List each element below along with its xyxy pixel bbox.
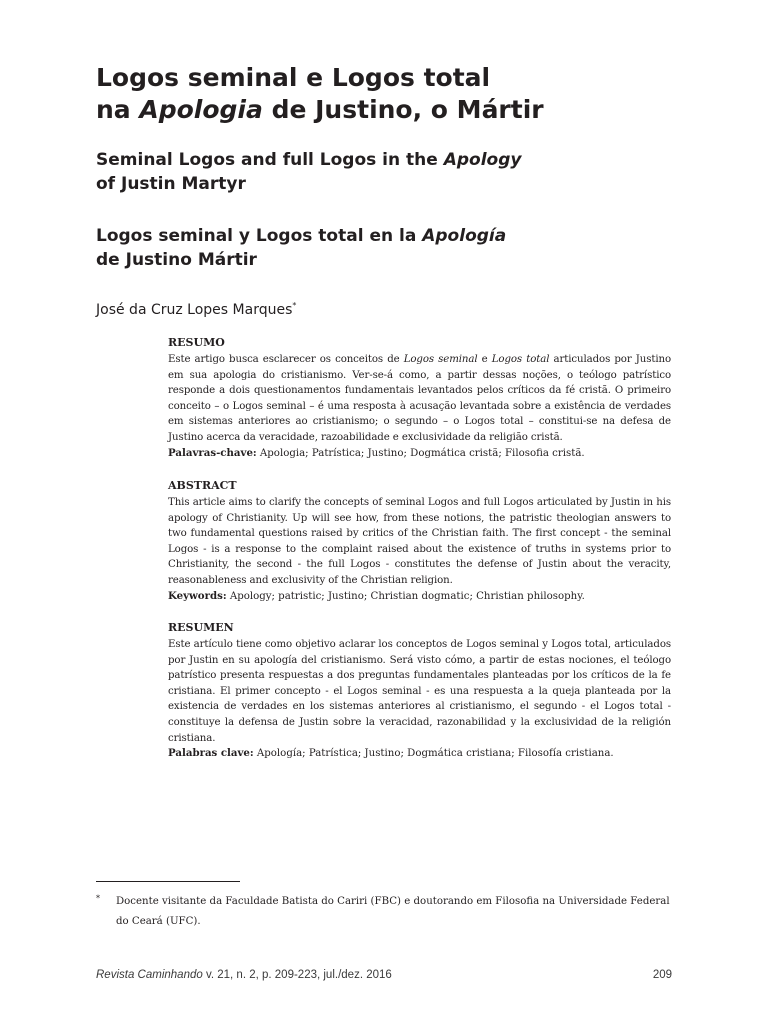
title-portuguese — [96, 62, 696, 126]
page-footer — [96, 967, 672, 983]
title-pt-line1: Logos seminal e Logos total — [96, 63, 491, 92]
resumen-keywords: Palabras clave: Apología; Patrística; Justino; Dogmática cristiana; Filosofía cristiana. — [168, 747, 614, 760]
resumo-keywords: Palavras-chave: Apologia; Patrística; Justino; Dogmática cristã; Filosofia cristã. — [168, 446, 585, 459]
title-spanish — [96, 224, 696, 272]
title-es-line2: de Justino Mártir — [96, 250, 257, 270]
title-pt-line2: na Apologia de Justino, o Mártir — [96, 95, 544, 124]
resumo-section — [168, 335, 671, 461]
footnote-text: Docente visitante da Faculdade Batista do Cariri (FBC) e doutorando em Filosofia na Universidade Federal do Ceará (UFC). — [116, 896, 670, 927]
footnote-mark: * — [96, 894, 100, 903]
title-en-line1: Seminal Logos and full Logos in the Apology — [96, 150, 522, 170]
resumen-text: Este artículo tiene como objetivo aclarar los conceptos de Logos seminal y Logos total, articulados por Justin en su apología del cristianismo. Será visto cómo, a partir de estas nociones, el teólogo patrístico presenta respuestas a dos preguntas fundamentales planteadas por los críticos de la fe cristiana. El primer concepto - el Logos seminal - es una respuesta a la queja planteada por la existencia de verdades en los sistemas anteriores al cristianismo, el segundo - el Logos total - constituye la defensa de Justin sobre la veracidad, razonabilidad y la exclusividad de la religión cristiana. — [168, 639, 671, 744]
author-footnote-mark: * — [292, 301, 297, 310]
abstract-text: This article aims to clarify the concepts of seminal Logos and full Logos articulated by Justin in his apology of Christianity. Up will see how, from these notions, the patristic theologian answers to two fundamental questions raised by critics of the Christian faith. The first concept - the seminal Logos - is a response to the complaint raised about the existence of truths in systems prior to Christianity, the second - the full Logos - constitutes the defense of Justin about the veracity, reasonableness and exclusivity of the Christian religion. — [168, 497, 671, 586]
abstract-section — [168, 478, 671, 604]
resumo-heading: RESUMO — [168, 336, 225, 349]
resumo-text: Este artigo busca esclarecer os conceitos de Logos seminal e Logos total articulados por Justino em sua apologia do cristianismo. Ver-se-á como, a partir dessas noções, o teólogo patrístico responde a dois questionamentos fundamentais levantados pelos críticos da fé cristã. O primeiro conceito – o Logos seminal – é uma resposta à acusação levantada sobre a existência de verdades em sistemas anteriores ao cristianismo; o segundo – o Logos total – constitui-se na defesa de Justino acerca da veracidade, razoabilidade e exclusividade da religião cristã. — [168, 354, 671, 443]
abstract-heading: ABSTRACT — [168, 479, 237, 492]
abstract-keywords: Keywords: Apology; patristic; Justino; Christian dogmatic; Christian philosophy. — [168, 589, 585, 602]
title-english — [96, 148, 696, 196]
journal-citation: Revista Caminhando v. 21, n. 2, p. 209-223, jul./dez. 2016 — [96, 969, 392, 981]
title-es-line1: Logos seminal y Logos total en la Apología — [96, 226, 507, 246]
resumen-heading: RESUMEN — [168, 621, 234, 634]
resumen-section — [168, 620, 671, 762]
author-name: José da Cruz Lopes Marques* — [96, 301, 297, 318]
footnote — [96, 892, 672, 932]
footnote-divider — [96, 881, 240, 882]
page-number: 209 — [652, 969, 672, 981]
title-en-line2: of Justin Martyr — [96, 174, 246, 194]
